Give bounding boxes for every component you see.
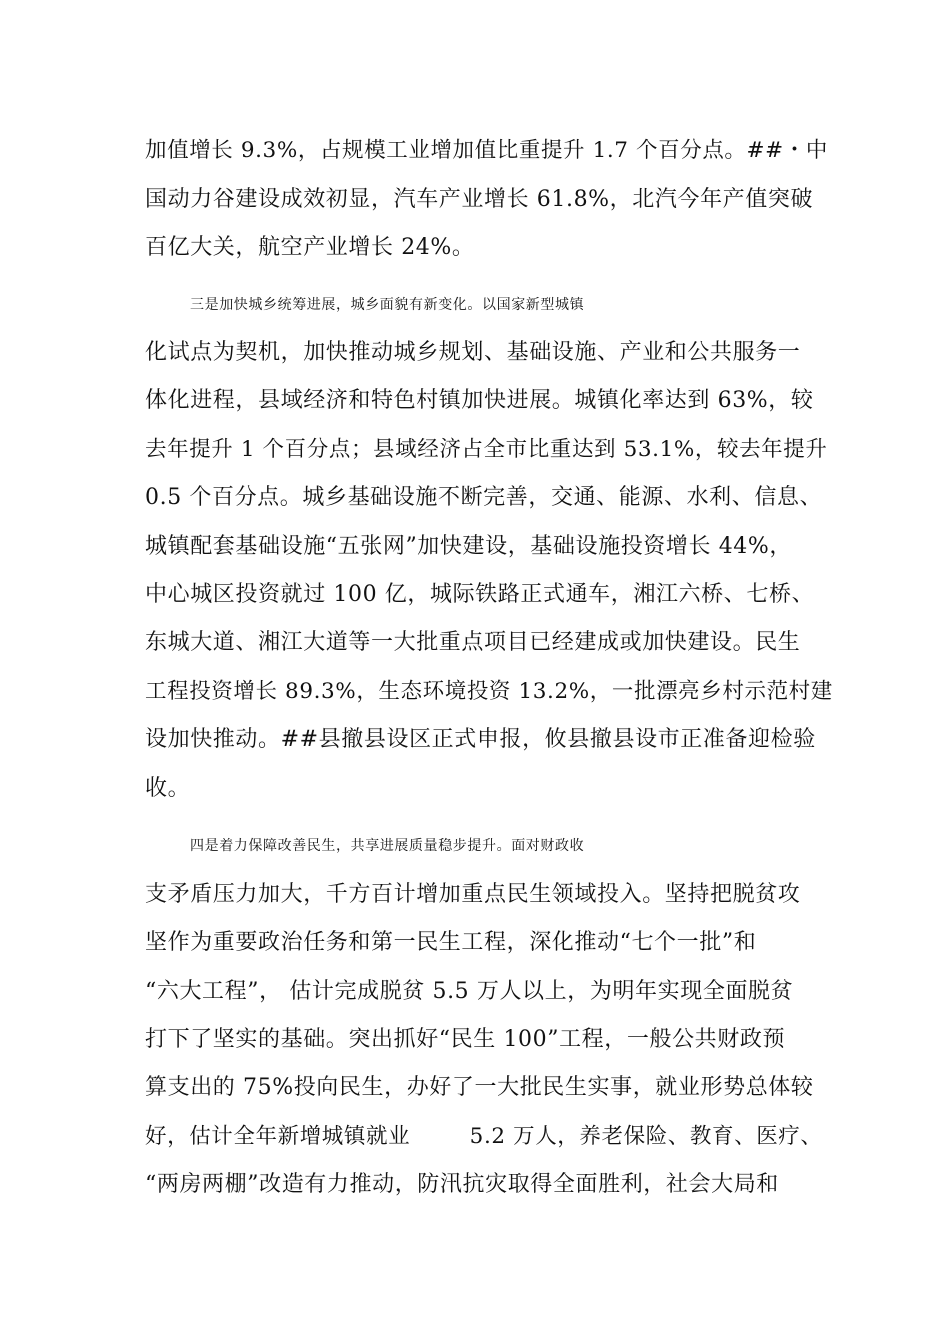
text-line: 0.5 个百分点。城乡基础设施不断完善，交通、能源、水利、信息、 (145, 485, 823, 510)
text-line: 坚作为重要政治任务和第一民生工程，深化推动“七个一批”和 (145, 930, 757, 955)
text-line: 体化进程，县域经济和特色村镇加快进展。城镇化率达到 63%，较 (145, 388, 814, 413)
text-line: 国动力谷建设成效初显，汽车产业增长 61.8%，北汽今年产值突破 (145, 187, 814, 212)
text-line: 去年提升 1 个百分点；县域经济占全市比重达到 53.1%，较去年提升 (145, 437, 828, 462)
text-line: 设加快推动。##县撤县设区正式申报，攸县撤县设市正准备迎检验 (145, 727, 816, 752)
text-line: 百亿大关，航空产业增长 24%。 (145, 235, 475, 260)
text-line: “两房两棚”改造有力推动，防汛抗灾取得全面胜利，社会大局和 (145, 1172, 779, 1197)
text-line: 好，估计全年新增城镇就业 5.2 万人，养老保险、教育、医疗、 (145, 1124, 823, 1149)
paragraph-start-line: 四是着力保障改善民生，共享进展质量稳步提升。面对财政收 (190, 838, 585, 854)
text-line: 化试点为契机，加快推动城乡规划、基础设施、产业和公共服务一 (145, 340, 801, 365)
text-line: 东城大道、湘江大道等一大批重点项目已经建成或加快建设。民生 (145, 630, 801, 655)
text-line: 打下了坚实的基础。突出抓好“民生 100”工程，一般公共财政预 (145, 1027, 786, 1052)
text-line: 中心城区投资就过 100 亿，城际铁路正式通车，湘江六桥、七桥、 (145, 582, 815, 607)
text-line: 加值增长 9.3%，占规模工业增加值比重提升 1.7 个百分点。##・中 (145, 138, 828, 163)
text-line: 城镇配套基础设施“五张网”加快建设，基础设施投资增长 44%， (145, 534, 792, 559)
text-line: 工程投资增长 89.3%，生态环境投资 13.2%，一批漂亮乡村示范村建 (145, 679, 833, 704)
text-line: 支矛盾压力加大，千方百计增加重点民生领域投入。坚持把脱贫攻 (145, 882, 801, 907)
text-line: “六大工程”， 估计完成脱贫 5.5 万人以上，为明年实现全面脱贫 (145, 979, 794, 1004)
text-line: 收。 (145, 776, 191, 801)
text-line: 算支出的 75%投向民生，办好了一大批民生实事，就业形势总体较 (145, 1075, 814, 1100)
paragraph-start-line: 三是加快城乡统筹进展，城乡面貌有新变化。以国家新型城镇 (190, 297, 585, 313)
